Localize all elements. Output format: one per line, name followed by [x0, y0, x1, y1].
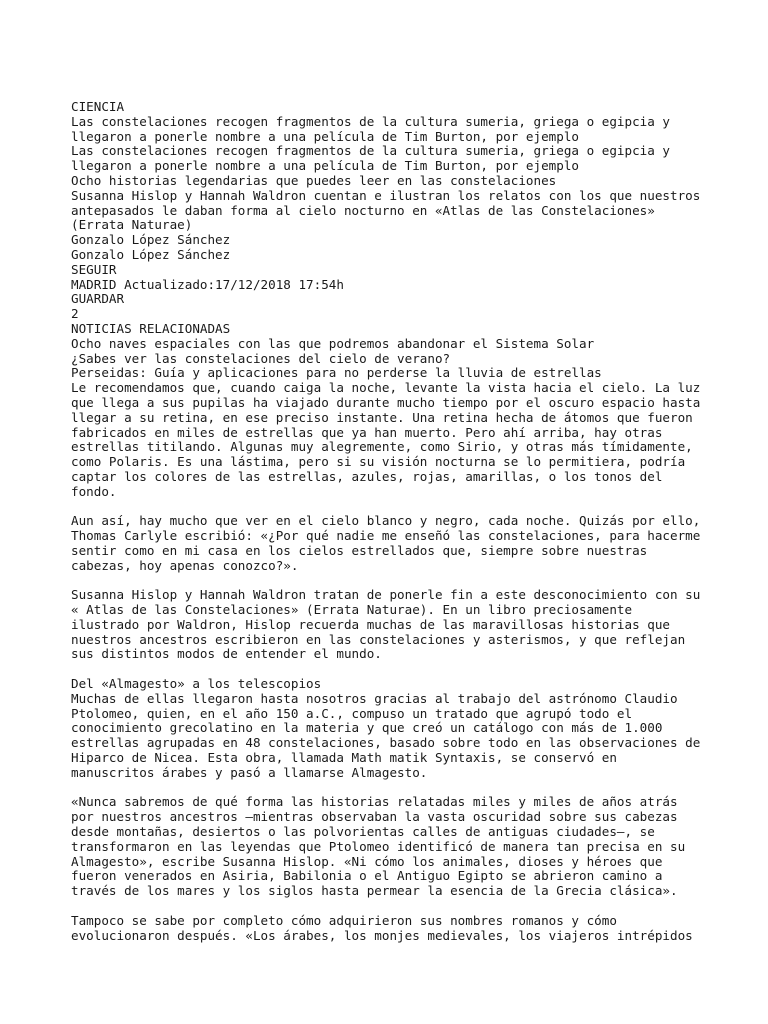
body-paragraph: Tampoco se sabe por completo cómo adquirieron sus nombres romanos y cómo evolucionaron después. «Los árabes, los monjes medievales, los viajeros intrépidos — [71, 912, 693, 943]
article-title-repeat: Las constelaciones recogen fragmentos de la cultura sumeria, griega o egipcia y llegaron a ponerle nombre a una película de Tim Burton, por ejemplo — [71, 143, 670, 174]
save-button[interactable]: GUARDAR — [71, 291, 125, 307]
save-count: 2 — [71, 306, 79, 322]
section-label: CIENCIA — [71, 99, 125, 114]
author-name[interactable]: Gonzalo López Sánchez — [71, 232, 231, 248]
related-news-heading: NOTICIAS RELACIONADAS — [71, 320, 231, 336]
article-subtitle: Ocho historias legendarias que puedes leer en las constelaciones — [71, 172, 557, 188]
body-paragraph: Aun así, hay mucho que ver en el cielo blanco y negro, cada noche. Quizás por ello, Thomas Carlyle escribió: «¿Por qué nadie me enseñó las constelaciones, para hacerme sentir como en mi casa en los cielos estrellados que, siempre sobre nuestras cabezas, hoy apenas conozco?». — [71, 513, 701, 573]
paragraph-spacer — [71, 662, 711, 677]
body-paragraph: «Nunca sabremos de qué forma las historias relatadas miles y miles de años atrás por nuestros ancestros –mientras observaban la vasta oscuridad sobre sus cabezas desde montañas, desiertos o las polvorientas calles de antiguas ciudades–, se transformaron en las leyendas que Ptolomeo identificó de manera tan precisa en su Almagesto», escribe Susanna Hislop. «Ni cómo los animales, dioses y héroes que fueron venerados en Asiria, Babilonia o el Antiguo Egipto se abrieron camino a través de los mares y los siglos hasta permear la esencia de la Grecia clásica». — [71, 794, 686, 899]
related-news-link[interactable]: ¿Sabes ver las constelaciones del cielo de verano? — [71, 350, 451, 366]
paragraph-spacer — [71, 500, 711, 515]
related-news-link[interactable]: Ocho naves espaciales con las que podremos abandonar el Sistema Solar — [71, 335, 595, 351]
paragraph-spacer — [71, 574, 711, 589]
paragraph-spacer — [71, 781, 711, 796]
article-lead: Susanna Hislop y Hannah Waldron cuentan e ilustran los relatos con los que nuestros antepasados le daban forma al cielo nocturno en «Atlas de las Constelaciones» (Errata Naturae) — [71, 187, 701, 233]
body-paragraph: Le recomendamos que, cuando caiga la noche, levante la vista hacia el cielo. La luz que llega a sus pupilas ha viajado durante mucho tiempo por el oscuro espacio hasta llegar a su retina, en ese preciso instante. Una retina hecha de átomos que fueron fabricados en miles de estrellas que ya han muerto. Pero ahí arriba, hay otras estrellas titilando. Algunas muy alegremente, como Sirio, y otras más tímidamente, como Polaris. Es una lástima, pero si su visión nocturna se lo permitiera, podría captar los colores de las estrellas, azules, rojas, amarillas, o los tonos del fondo. — [71, 380, 701, 499]
body-paragraph: Muchas de ellas llegaron hasta nosotros gracias al trabajo del astrónomo Claudio Ptolomeo, quien, en el año 150 a.C., compuso un tratado que agrupó todo el conocimiento grecolatino en la materia y que creó un catálogo con más de 1.000 estrellas agrupadas en 48 constelaciones, basado sobre todo en las observaciones de Hiparco de Nicea. Esta obra, llamada Math matik Syntaxis, se conservó en manuscritos árabes y pasó a llamarse Almagesto. — [71, 690, 701, 780]
related-news-link[interactable]: Perseidas: Guía y aplicaciones para no perderse la lluvia de estrellas — [71, 365, 602, 381]
article-title: Las constelaciones recogen fragmentos de la cultura sumeria, griega o egipcia y llegaron a ponerle nombre a una película de Tim Burton, por ejemplo — [71, 113, 670, 144]
section-heading: Del «Almagesto» a los telescopios — [71, 676, 322, 692]
body-paragraph: Susanna Hislop y Hannah Waldron tratan de ponerle fin a este desconocimiento con su « Atlas de las Constelaciones» (Errata Naturae). En un libro preciosamente ilustrado por Waldron, Hislop recuerda muchas de las maravillosas historias que nuestros ancestros escribieron en las constelaciones y asterismos, y que reflejan sus distintos modos de entender el mundo. — [71, 587, 701, 662]
author-name-repeat: Gonzalo López Sánchez — [71, 246, 231, 262]
article-page — [71, 100, 711, 943]
follow-button[interactable]: SEGUIR — [71, 261, 117, 277]
paragraph-spacer — [71, 899, 711, 914]
dateline: MADRID Actualizado:17/12/2018 17:54h — [71, 276, 344, 292]
